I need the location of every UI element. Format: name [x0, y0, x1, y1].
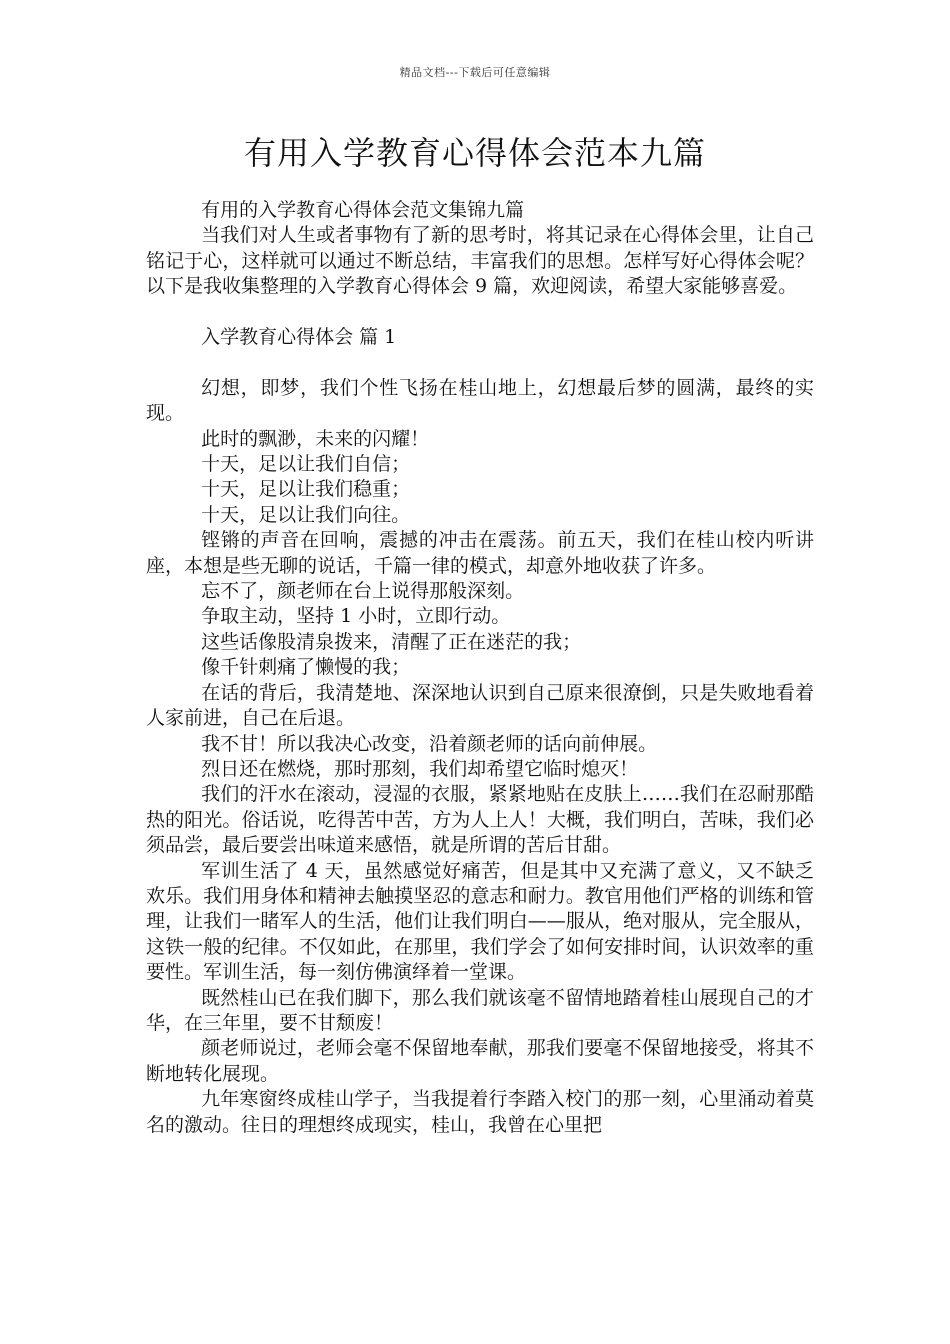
paragraph: 铿锵的声音在回响，震撼的冲击在震荡。前五天，我们在桂山校内听讲座，本想是些无聊的说话，千篇一律的模式，却意外地收获了许多。 [146, 529, 814, 577]
document-title: 有用入学教育心得体会范本九篇 [243, 134, 706, 172]
paragraph: 十天，足以让我们自信； [201, 453, 411, 476]
paragraph: 既然桂山已在我们脚下，那么我们就该毫不留情地踏着桂山展现自己的才华，在三年里，要不甘颓废！ [146, 986, 814, 1034]
paragraph: 颜老师说过，老师会毫不保留地奉献，那我们要毫不保留地接受，将其不断地转化展现。 [146, 1037, 814, 1085]
page-header-note: 精品文档---下载后可任意编辑 [399, 66, 551, 79]
intro-subtitle: 有用的入学教育心得体会范文集锦九篇 [201, 199, 525, 221]
section-heading: 入学教育心得体会 篇 1 [201, 326, 397, 349]
paragraph: 十天，足以让我们向往。 [201, 503, 411, 526]
intro-paragraph: 当我们对人生或者事物有了新的思考时，将其记录在心得体会里，让自己铭记于心，这样就可以通过不断总结，丰富我们的思想。怎样写好心得体会呢？以下是我收集整理的入学教育心得体会 9 篇，欢迎阅读，希望大家能够喜爱。 [146, 224, 814, 298]
paragraph: 九年寒窗终成桂山学子，当我提着行李踏入校门的那一刻，心里涌动着莫名的激动。往日的理想终成现实，桂山，我曾在心里把 [146, 1088, 814, 1136]
paragraph: 在话的背后，我清楚地、深深地认识到自己原来很潦倒，只是失败地看着人家前进，自己在后退。 [146, 681, 814, 730]
paragraph: 忘不了，颜老师在台上说得那般深刻。 [201, 580, 525, 603]
paragraph: 幻想，即梦，我们个性飞扬在桂山地上，幻想最后梦的圆满，最终的实现。 [146, 376, 814, 425]
paragraph: 军训生活了 4 天，虽然感觉好痛苦，但是其中又充满了意义，又不缺乏欢乐。我们用身体和精神去触摸坚忍的意志和耐力。教官用他们严格的训练和管理，让我们一睹军人的生活，他们让我们明白——服从，绝对服从，完全服从，这铁一般的纪律。不仅如此，在那里，我们学会了如何安排时间，认识效率的重要性。军训生活，每一刻仿佛演绎着一堂课。 [146, 859, 814, 984]
paragraph: 争取主动，坚持 1 小时，立即行动。 [201, 605, 511, 628]
paragraph: 我们的汗水在滚动，浸湿的衣服，紧紧地贴在皮肤上……我们在忍耐那酷热的阳光。俗话说，吃得苦中苦，方为人上人！大概，我们明白，苦味，我们必须品尝，最后要尝出味道来感悟，就是所谓的苦后甘甜。 [146, 783, 814, 857]
paragraph: 我不甘！所以我决心改变，沿着颜老师的话向前伸展。 [201, 732, 658, 755]
paragraph: 此时的飘渺，未来的闪耀！ [201, 427, 430, 450]
paragraph: 这些话像股清泉拨来，清醒了正在迷茫的我； [201, 630, 582, 653]
document-body [146, 198, 814, 1138]
paragraph: 十天，足以让我们稳重； [201, 478, 411, 501]
paragraph: 像千针刺痛了懒慢的我； [201, 656, 411, 679]
paragraph: 烈日还在燃烧，那时那刻，我们却希望它临时熄灭！ [201, 757, 639, 780]
